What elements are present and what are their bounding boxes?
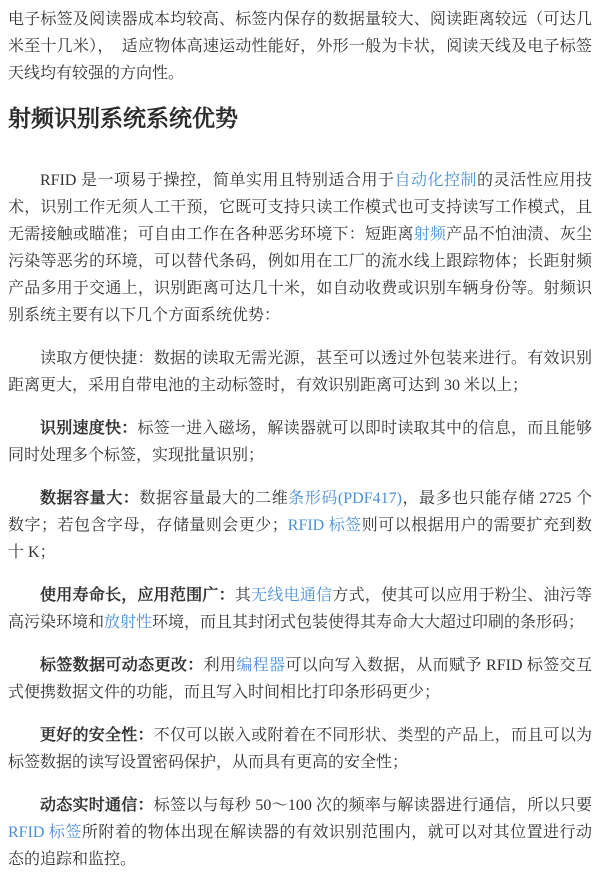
paragraph-text: ，最多也只能存储 2725 个数字；若包含字母，存储量则会更少； — [8, 490, 592, 534]
paragraph-text: 则可以根据用户的需要扩充到数十 K； — [8, 517, 592, 561]
paragraph-realtime-communication — [8, 792, 592, 873]
paragraph-text: 环境，而且其封闭式包装使得其寿命大大超过印刷的条形码； — [152, 614, 585, 631]
paragraph-lead-label: 动态实时通信： — [40, 797, 154, 814]
paragraph-text: 利用 — [203, 657, 237, 674]
paragraph-text: 标签一进入磁场，解读器就可以即时读取其中的信息，而且能够同时处理多个标签，实现批量识别； — [8, 420, 592, 464]
paragraph-lead-label: 数据容量大： — [40, 490, 140, 507]
paragraph-long-life — [8, 582, 592, 636]
paragraph-text: 可以向写入数据，从而赋予 RFID 标签交互式便携数据文件的功能，而且写入时间相比打印条形码更少； — [8, 657, 592, 701]
intro-paragraph — [8, 6, 592, 87]
paragraph-text: 产品不怕油渍、灰尘污染等恶劣的环境，可以替代条码，例如用在工厂的流水线上跟踪物体；长距射频产品多用于交通上，识别距离可达几十米，如自动收费或识别车辆身份等。射频识别系统主要有以下几个方面系统优势： — [8, 226, 592, 324]
paragraph-text: 方式，使其可以应用于粉尘、油污等高污染环境和 — [8, 587, 592, 631]
paragraph-rfid-overview — [8, 167, 592, 329]
paragraph-text: 不仅可以嵌入或附着在不同形状、类型的产品上，而且可以为标签数据的读写设置密码保护，从而具有更高的安全性； — [8, 727, 592, 771]
section-heading: 射频识别系统系统优势 — [8, 105, 238, 131]
paragraph-text: RFID 是一项易于操控，简单实用且特别适合用于 — [40, 172, 395, 189]
paragraph-text: 数据容量最大的二维 — [139, 490, 289, 507]
inline-link[interactable]: 编程器 — [236, 657, 286, 674]
paragraph-lead-label: 标签数据可动态更改： — [40, 657, 204, 674]
inline-link[interactable]: 无线电通信 — [251, 587, 333, 604]
paragraph-text: 标签以与每秒 50～100 次的频率与解读器进行通信，所以只要 — [153, 797, 592, 814]
paragraph-security — [8, 722, 592, 776]
paragraph-text: 读取方便快捷：数据的读取无需光源，甚至可以透过外包装来进行。有效识别距离更大，采用自带电池的主动标签时，有效识别距离可达到 30 米以上； — [8, 350, 592, 394]
paragraph-data-capacity — [8, 485, 592, 566]
inline-link[interactable]: RFID 标签 — [287, 517, 362, 534]
paragraph-recognition-speed — [8, 415, 592, 469]
inline-link[interactable]: 条形码(PDF417) — [288, 490, 402, 507]
inline-link[interactable]: RFID 标签 — [8, 824, 82, 841]
paragraph-lead-label: 更好的安全性： — [40, 727, 154, 744]
paragraph-text: 的灵活性应用技术，识别工作无须人工干预，它既可支持只读工作模式也可支持读写工作模式，且无需接触或瞄准；可自由工作在各种恶劣环境下：短距离 — [8, 172, 592, 243]
paragraph-lead-label: 识别速度快： — [40, 420, 138, 437]
inline-link[interactable]: 射频 — [413, 226, 447, 243]
paragraph-dynamic-update — [8, 652, 592, 706]
paragraph-read-convenience — [8, 345, 592, 399]
inline-link[interactable]: 自动化控制 — [394, 172, 477, 189]
inline-link[interactable]: 放射性 — [104, 614, 153, 631]
paragraph-text: 电子标签及阅读器成本均较高、标签内保存的数据量较大、阅读距离较远（可达几米至十几米）， 适应物体高速运动性能好，外形一般为卡状，阅读天线及电子标签天线均有较强的方向性。 — [8, 11, 592, 82]
paragraph-lead-label: 使用寿命长，应用范围广： — [40, 587, 235, 604]
paragraph-text: 其 — [234, 587, 252, 604]
paragraph-text: 所附着的物体出现在解读器的有效识别范围内，就可以对其位置进行动态的追踪和监控。 — [8, 824, 592, 868]
